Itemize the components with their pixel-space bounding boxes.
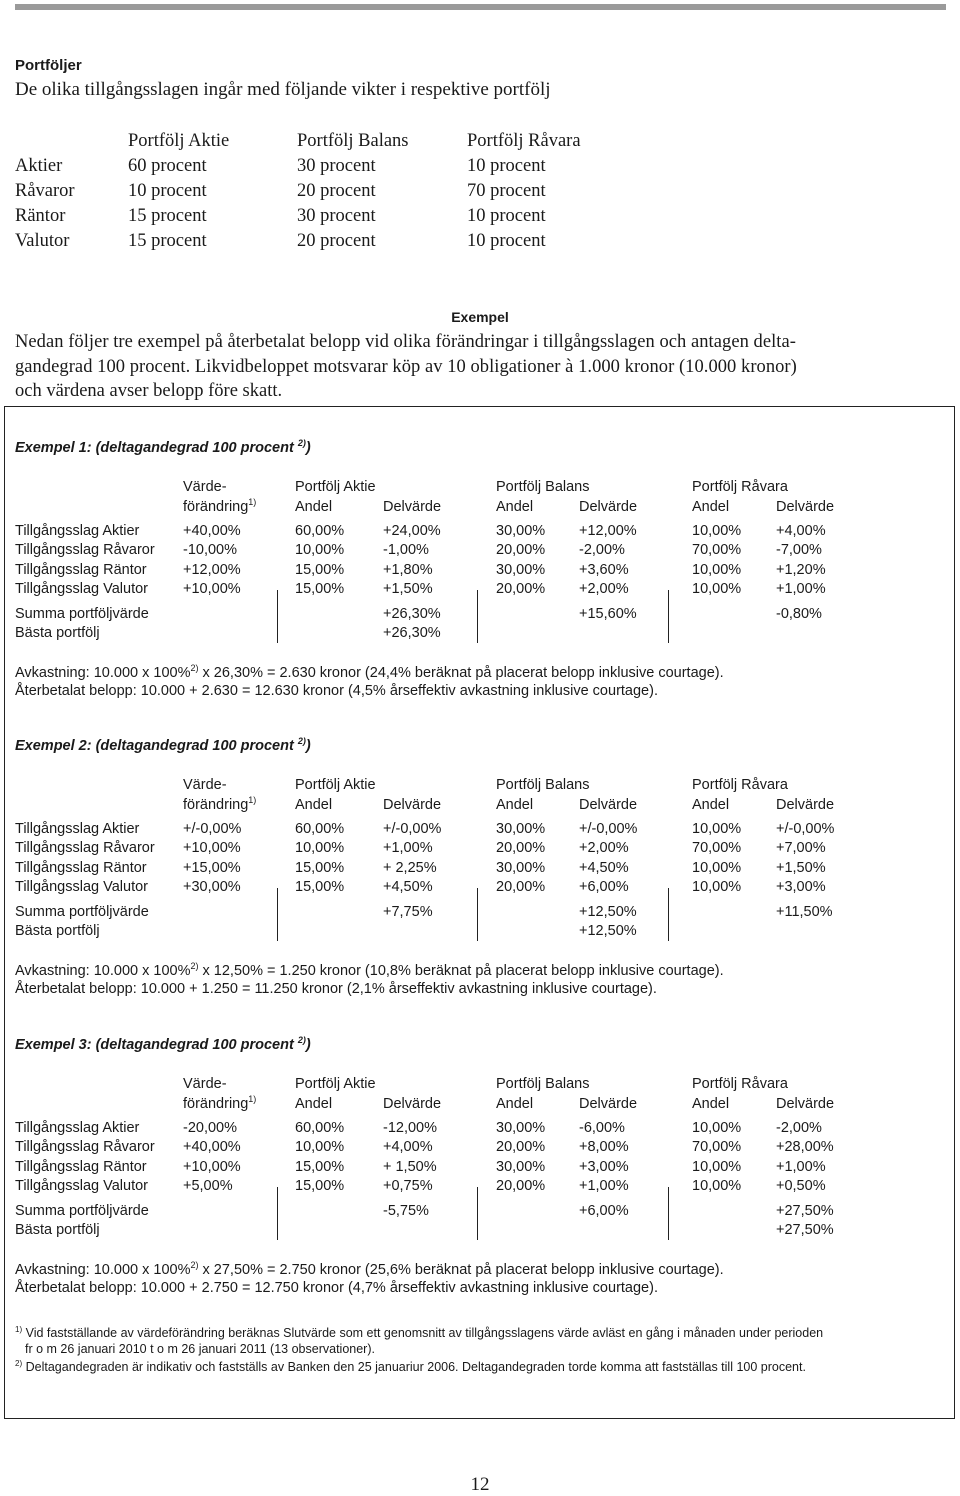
row-cell: 20,00% <box>496 1177 546 1194</box>
header-forandring-sup: 1) <box>248 497 257 507</box>
row-cell: -2,00% <box>776 1120 822 1136</box>
header-portfolj-ravara: Portfölj Råvara <box>692 777 788 793</box>
row-cell: +8,00% <box>579 1139 629 1156</box>
row-label: Tillgångsslag Råvaror <box>15 840 155 857</box>
example-title-end: ) <box>305 1037 311 1053</box>
header-andel: Andel <box>295 499 333 515</box>
row-cell: 15,00% <box>295 878 345 895</box>
row-label: Tillgångsslag Aktier <box>15 523 140 539</box>
row-cell: 15,00% <box>295 1158 345 1175</box>
header-andel: Andel <box>295 797 333 813</box>
row-cell: +/-0,00% <box>776 821 835 837</box>
separator-line <box>277 888 278 941</box>
header-varde: Värde- <box>183 777 227 793</box>
header-portfolj-aktie: Portfölj Aktie <box>295 1076 376 1092</box>
separator-line <box>477 1187 478 1240</box>
row-cell: 10,00% <box>692 859 742 876</box>
row-cell: 30,00% <box>496 523 546 539</box>
row-cell: 70,00% <box>692 542 742 559</box>
aterbetalat-line: Återbetalat belopp: 10.000 + 2.750 = 12.750 kronor (4,7% årseffektiv avkastning inklusive courtage). <box>15 1280 658 1296</box>
avkastning-b: x 27,50% = 2.750 kronor (25,6% beräknat på placerat belopp inklusive courtage). <box>198 1262 724 1278</box>
row-cell: -2,00% <box>579 542 625 559</box>
row-change: +10,00% <box>183 580 241 597</box>
weights-cell: 15 procent <box>128 231 207 251</box>
header-delvarde: Delvärde <box>579 499 638 515</box>
row-cell: 10,00% <box>295 840 345 857</box>
row-cell: +0,75% <box>383 1177 433 1194</box>
avkastning-b: x 26,30% = 2.630 kronor (24,4% beräknat på placerat belopp inklusive courtage). <box>198 665 724 681</box>
header-varde: Värde- <box>183 479 227 495</box>
row-label: Tillgångsslag Aktier <box>15 821 140 837</box>
footnote-text: Vid fastställande av värdeförändring beräknas Slutvärde som ett genomsnitt av tillgångsslagens värde avläst en gång i månaden under perioden <box>25 1326 824 1340</box>
row-cell: +4,00% <box>383 1139 433 1156</box>
footnote-2 <box>15 1360 806 1374</box>
row-cell: -1,00% <box>383 542 429 559</box>
row-cell: 10,00% <box>295 542 345 559</box>
header-forandring-text: förändring <box>183 1096 249 1112</box>
row-cell: +4,50% <box>383 878 433 895</box>
row-cell: 15,00% <box>295 859 345 876</box>
row-cell: 30,00% <box>496 561 546 578</box>
row-cell: 10,00% <box>692 1120 742 1136</box>
row-cell: 15,00% <box>295 580 345 597</box>
header-andel: Andel <box>496 499 534 515</box>
footnote-1 <box>15 1326 823 1340</box>
row-cell: +2,00% <box>579 580 629 597</box>
separator-line <box>668 1187 669 1240</box>
row-cell: 10,00% <box>692 878 742 895</box>
header-portfolj-balans: Portfölj Balans <box>496 1076 590 1092</box>
avkastning-a: Avkastning: 10.000 x 100% <box>15 963 191 979</box>
weights-row-label: Råvaror <box>15 181 75 201</box>
row-cell: 20,00% <box>496 1139 546 1156</box>
weights-row-label: Valutor <box>15 231 70 251</box>
header-varde: Värde- <box>183 1076 227 1092</box>
weights-cell: 30 procent <box>297 206 376 226</box>
aterbetalat-line: Återbetalat belopp: 10.000 + 1.250 = 11.250 kronor (2,1% årseffektiv avkastning inklusive courtage). <box>15 981 657 997</box>
example-title-end: ) <box>305 440 311 456</box>
summa-aktie: +26,30% <box>383 606 441 622</box>
basta-label: Bästa portfölj <box>15 625 100 641</box>
row-cell: 10,00% <box>692 1158 742 1175</box>
example-title-text: Exempel 1: (deltagandegrad 100 procent <box>15 440 298 456</box>
intro-text: De olika tillgångsslagen ingår med följande vikter i respektive portfölj <box>15 79 551 100</box>
weights-row-label: Aktier <box>15 156 63 176</box>
header-delvarde: Delvärde <box>776 499 835 515</box>
row-cell: +4,00% <box>776 523 826 539</box>
header-portfolj-ravara: Portfölj Råvara <box>692 1076 788 1092</box>
avkastning-a: Avkastning: 10.000 x 100% <box>15 1262 191 1278</box>
footnote-1-continued: fr o m 26 januari 2010 t o m 26 januari 2011 (13 observationer). <box>25 1342 375 1356</box>
exempel-paragraph <box>15 330 947 404</box>
example-title-sup: 2) <box>297 736 306 746</box>
row-change: +40,00% <box>183 523 241 539</box>
header-forandring-text: förändring <box>183 797 249 813</box>
basta-ravara: +27,50% <box>776 1222 834 1238</box>
weights-header-ravara: Portfölj Råvara <box>467 131 581 151</box>
row-cell: +1,00% <box>579 1177 629 1194</box>
row-change: +12,00% <box>183 561 241 578</box>
page-number: 12 <box>470 1474 490 1495</box>
header-portfolj-balans: Portfölj Balans <box>496 479 590 495</box>
footnote-mark: 2) <box>15 1359 23 1368</box>
header-forandring <box>183 1096 256 1112</box>
row-cell: +6,00% <box>579 878 629 895</box>
row-cell: 20,00% <box>496 542 546 559</box>
row-cell: 20,00% <box>496 840 546 857</box>
row-cell: 30,00% <box>496 1158 546 1175</box>
avkastning-b: x 12,50% = 1.250 kronor (10,8% beräknat på placerat belopp inklusive courtage). <box>198 963 724 979</box>
row-label: Tillgångsslag Råvaror <box>15 1139 155 1156</box>
row-label: Tillgångsslag Råvaror <box>15 542 155 559</box>
row-cell: +3,00% <box>579 1158 629 1175</box>
weights-cell: 10 procent <box>467 206 546 226</box>
section-title: Portföljer <box>15 57 82 74</box>
summa-aktie: -5,75% <box>383 1203 429 1219</box>
header-forandring <box>183 499 256 515</box>
header-delvarde: Delvärde <box>383 797 442 813</box>
row-cell: -6,00% <box>579 1120 625 1136</box>
header-portfolj-ravara: Portfölj Råvara <box>692 479 788 495</box>
header-delvarde: Delvärde <box>579 797 638 813</box>
weights-cell: 20 procent <box>297 181 376 201</box>
aterbetalat-line: Återbetalat belopp: 10.000 + 2.630 = 12.630 kronor (4,5% årseffektiv avkastning inklusive courtage). <box>15 683 658 699</box>
row-cell: +7,00% <box>776 840 826 857</box>
summa-ravara: +27,50% <box>776 1203 834 1219</box>
row-cell: +1,00% <box>776 1158 826 1175</box>
header-portfolj-balans: Portfölj Balans <box>496 777 590 793</box>
row-cell: +1,00% <box>383 840 433 857</box>
row-cell: 20,00% <box>496 878 546 895</box>
row-cell: + 1,50% <box>383 1158 437 1175</box>
row-change: -10,00% <box>183 542 238 559</box>
row-change: +40,00% <box>183 1139 241 1156</box>
row-cell: +1,00% <box>776 580 826 597</box>
weights-cell: 10 procent <box>467 156 546 176</box>
basta-aktie: +26,30% <box>383 625 441 641</box>
separator-line <box>668 888 669 941</box>
row-cell: +1,50% <box>383 580 433 597</box>
row-label: Tillgångsslag Räntor <box>15 859 147 876</box>
row-cell: 30,00% <box>496 859 546 876</box>
row-cell: +2,00% <box>579 840 629 857</box>
separator-line <box>277 590 278 643</box>
example-title-end: ) <box>305 738 311 754</box>
avkastning-sup: 2) <box>190 961 199 971</box>
row-cell: +28,00% <box>776 1139 834 1156</box>
footnote-mark: 1) <box>15 1325 23 1334</box>
example-title-text: Exempel 3: (deltagandegrad 100 procent <box>15 1037 298 1053</box>
row-cell: +24,00% <box>383 523 441 539</box>
paragraph-line: och värdena avser belopp före skatt. <box>15 381 283 402</box>
header-delvarde: Delvärde <box>776 797 835 813</box>
row-cell: +1,20% <box>776 561 826 578</box>
row-cell: 10,00% <box>692 821 742 837</box>
header-delvarde: Delvärde <box>383 499 442 515</box>
separator-line <box>277 1187 278 1240</box>
summa-balans: +15,60% <box>579 606 637 622</box>
example-title-sup: 2) <box>297 1035 306 1045</box>
row-change: +5,00% <box>183 1177 233 1194</box>
avkastning-line <box>15 1262 724 1278</box>
summa-ravara: +11,50% <box>776 904 833 920</box>
avkastning-a: Avkastning: 10.000 x 100% <box>15 665 191 681</box>
row-cell: 60,00% <box>295 523 345 539</box>
top-rule <box>15 4 946 10</box>
header-andel: Andel <box>496 797 534 813</box>
row-cell: 15,00% <box>295 561 345 578</box>
header-andel: Andel <box>295 1096 333 1112</box>
row-label: Tillgångsslag Valutor <box>15 878 148 895</box>
row-label: Tillgångsslag Räntor <box>15 561 147 578</box>
row-cell: +0,50% <box>776 1177 826 1194</box>
header-andel: Andel <box>496 1096 534 1112</box>
summa-ravara: -0,80% <box>776 606 822 622</box>
row-cell: 70,00% <box>692 1139 742 1156</box>
row-cell: +12,00% <box>579 523 637 539</box>
summa-label: Summa portföljvärde <box>15 1203 149 1219</box>
header-forandring-sup: 1) <box>248 1094 257 1104</box>
row-cell: -12,00% <box>383 1120 438 1136</box>
row-cell: 10,00% <box>295 1139 345 1156</box>
avkastning-sup: 2) <box>190 1260 199 1270</box>
weights-header-balans: Portfölj Balans <box>297 131 409 151</box>
row-cell: 15,00% <box>295 1177 345 1194</box>
example-title <box>15 1037 311 1053</box>
header-delvarde: Delvärde <box>383 1096 442 1112</box>
row-cell: 10,00% <box>692 561 742 578</box>
row-label: Tillgångsslag Räntor <box>15 1158 147 1175</box>
weights-cell: 30 procent <box>297 156 376 176</box>
row-cell: +1,80% <box>383 561 433 578</box>
weights-header-aktie: Portfölj Aktie <box>128 131 230 151</box>
row-cell: 20,00% <box>496 580 546 597</box>
header-forandring-sup: 1) <box>248 795 257 805</box>
weights-cell: 10 procent <box>467 231 546 251</box>
row-cell: 10,00% <box>692 523 742 539</box>
row-cell: 10,00% <box>692 1177 742 1194</box>
header-forandring <box>183 797 256 813</box>
row-cell: 30,00% <box>496 821 546 837</box>
header-andel: Andel <box>692 1096 730 1112</box>
row-cell: 10,00% <box>692 580 742 597</box>
row-cell: + 2,25% <box>383 859 437 876</box>
paragraph-line: gandegrad 100 procent. Likvidbeloppet motsvarar köp av 10 obligationer à 1.000 kronor (10.000 kronor) <box>15 356 797 377</box>
summa-label: Summa portföljvärde <box>15 606 149 622</box>
row-cell: +/-0,00% <box>579 821 638 837</box>
row-change: -20,00% <box>183 1120 238 1136</box>
header-andel: Andel <box>692 499 730 515</box>
row-change: +10,00% <box>183 1158 241 1175</box>
separator-line <box>477 590 478 643</box>
row-label: Tillgångsslag Valutor <box>15 580 148 597</box>
weights-cell: 70 procent <box>467 181 546 201</box>
header-portfolj-aktie: Portfölj Aktie <box>295 479 376 495</box>
row-cell: 70,00% <box>692 840 742 857</box>
row-cell: +1,50% <box>776 859 826 876</box>
avkastning-line <box>15 665 724 681</box>
separator-line <box>668 590 669 643</box>
paragraph-line: Nedan följer tre exempel på återbetalat belopp vid olika förändringar i tillgångsslagen och antagen delta- <box>15 332 796 352</box>
header-portfolj-aktie: Portfölj Aktie <box>295 777 376 793</box>
row-cell: -7,00% <box>776 542 822 559</box>
example-title-sup: 2) <box>297 438 306 448</box>
row-label: Tillgångsslag Valutor <box>15 1177 148 1194</box>
row-change: +30,00% <box>183 878 241 895</box>
row-cell: +4,50% <box>579 859 629 876</box>
summa-balans: +12,50% <box>579 904 637 920</box>
basta-label: Bästa portfölj <box>15 923 100 939</box>
weights-row-label: Räntor <box>15 206 66 226</box>
header-delvarde: Delvärde <box>776 1096 835 1112</box>
avkastning-sup: 2) <box>190 663 199 673</box>
row-change: +15,00% <box>183 859 241 876</box>
row-cell: 60,00% <box>295 1120 345 1136</box>
header-andel: Andel <box>692 797 730 813</box>
row-cell: 60,00% <box>295 821 345 837</box>
summa-aktie: +7,75% <box>383 904 433 920</box>
header-delvarde: Delvärde <box>579 1096 638 1112</box>
basta-label: Bästa portfölj <box>15 1222 100 1238</box>
row-cell: 30,00% <box>496 1120 546 1136</box>
row-cell: +3,60% <box>579 561 629 578</box>
summa-label: Summa portföljvärde <box>15 904 149 920</box>
separator-line <box>477 888 478 941</box>
basta-balans: +12,50% <box>579 923 637 939</box>
avkastning-line <box>15 963 724 979</box>
weights-cell: 15 procent <box>128 206 207 226</box>
weights-cell: 10 procent <box>128 181 207 201</box>
footnote-text: Deltagandegraden är indikativ och fastställs av Banken den 25 januariur 2006. Deltagandegraden torde komma att fastställas till 100 procent. <box>25 1360 806 1374</box>
example-title <box>15 440 311 456</box>
weights-cell: 20 procent <box>297 231 376 251</box>
header-forandring-text: förändring <box>183 499 249 515</box>
exempel-heading: Exempel <box>451 309 509 325</box>
row-change: +10,00% <box>183 840 241 857</box>
row-label: Tillgångsslag Aktier <box>15 1120 140 1136</box>
example-title <box>15 738 311 754</box>
row-cell: +3,00% <box>776 878 826 895</box>
row-change: +/-0,00% <box>183 821 242 837</box>
summa-balans: +6,00% <box>579 1203 629 1219</box>
example-title-text: Exempel 2: (deltagandegrad 100 procent <box>15 738 298 754</box>
weights-cell: 60 procent <box>128 156 207 176</box>
row-cell: +/-0,00% <box>383 821 442 837</box>
